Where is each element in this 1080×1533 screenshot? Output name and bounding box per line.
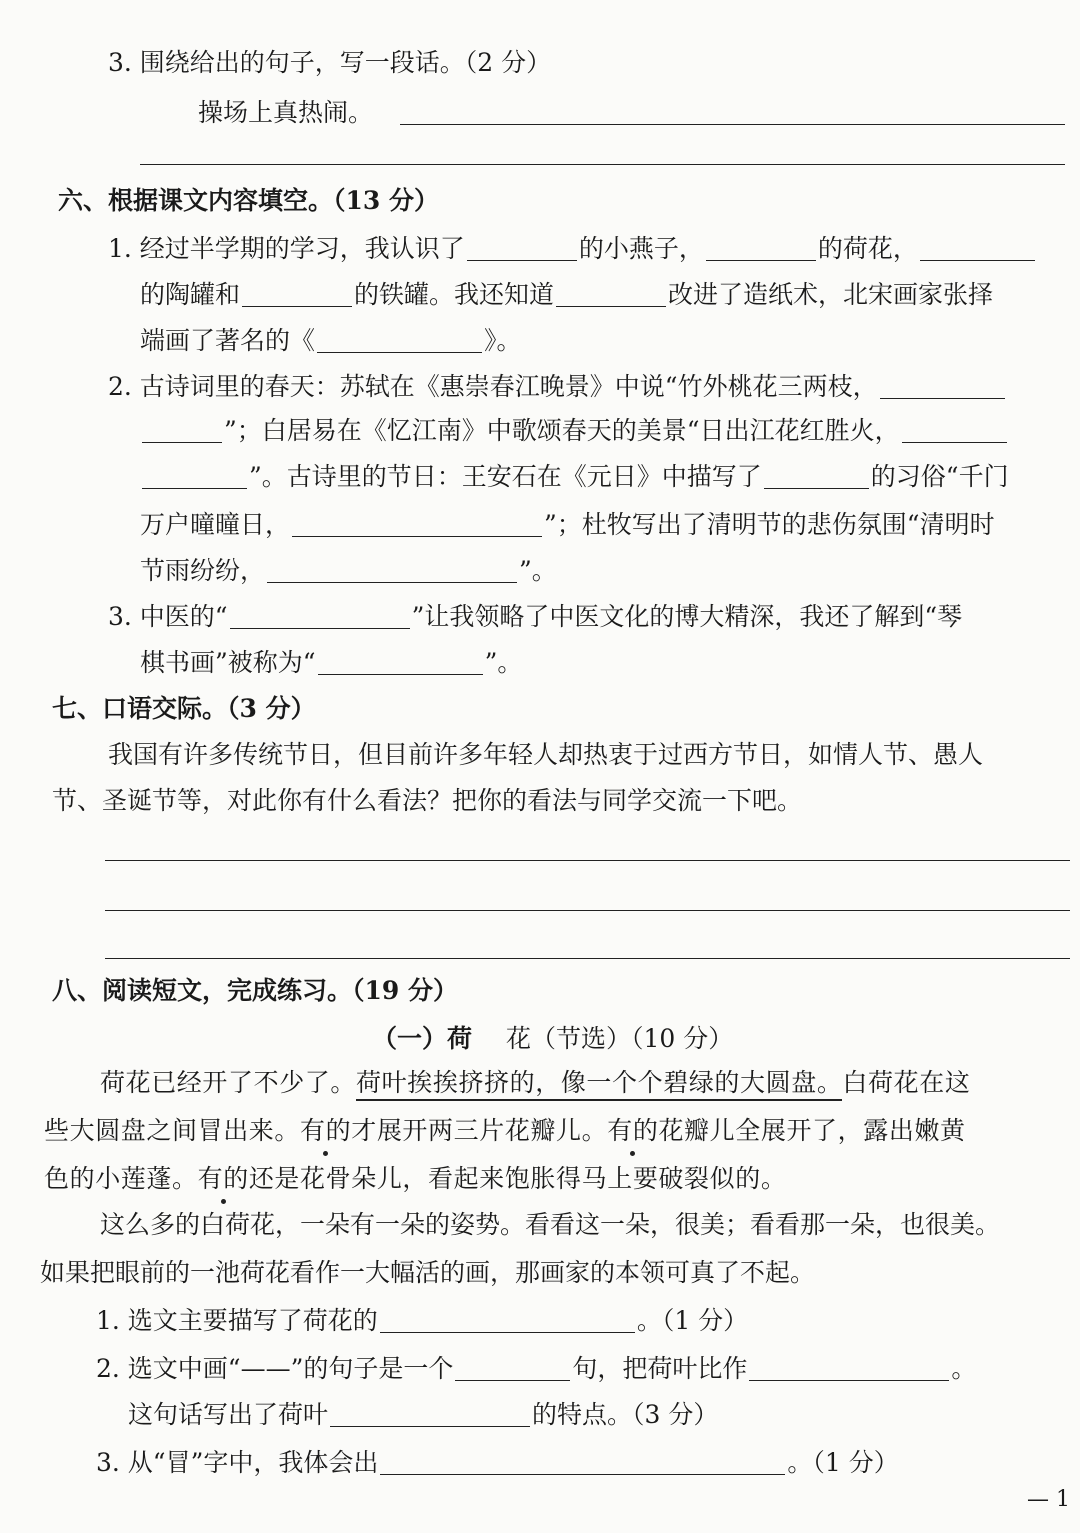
- passage-p1-line2: [44, 1114, 966, 1148]
- fill-blank[interactable]: [749, 1354, 949, 1381]
- text: 3. 中医的“: [108, 602, 228, 631]
- text: 花瓣儿全展开了，露出嫩黄: [658, 1116, 966, 1145]
- dotted-emphasis: 有的: [607, 1114, 658, 1148]
- subtitle-part-b: 花（节选）（10 分）: [506, 1024, 734, 1053]
- text: 的铁罐。我还知道: [354, 280, 555, 309]
- section-8-title: 八、阅读短文，完成练习。（19 分）: [52, 976, 458, 1005]
- s8-q3: [96, 1446, 899, 1480]
- fill-blank[interactable]: [267, 556, 517, 583]
- s6-q3-line1: [108, 600, 962, 634]
- s7-paragraph-line2: 节、圣诞节等，对此你有什么看法？把你的看法与同学交流一下吧。: [52, 786, 803, 815]
- dotted-emphasis: 有的: [198, 1162, 249, 1196]
- s8-q2-line2: [128, 1398, 718, 1432]
- text: 些大圆盘之间冒出来。: [44, 1116, 301, 1145]
- text: 2. 选文中画“——”的句子是一个: [96, 1354, 454, 1383]
- text: 的小燕子，: [578, 234, 704, 263]
- text: 1. 选文主要描写了荷花的: [96, 1306, 378, 1335]
- text: 。: [951, 1354, 977, 1383]
- fill-blank[interactable]: [920, 234, 1035, 261]
- fill-blank[interactable]: [880, 372, 1005, 399]
- text: 1. 经过半学期的学习，我认识了: [108, 234, 465, 263]
- s6-q1-line2: [140, 278, 993, 312]
- text: 句，把荷叶比作: [572, 1354, 748, 1383]
- fill-blank[interactable]: [242, 280, 352, 307]
- text: 棋书画”被称为“: [140, 648, 316, 677]
- text: ”；白居易在《忆江南》中歌颂春天的美景“日出江花红胜火，: [224, 416, 900, 445]
- s6-q2-line4: [140, 508, 995, 542]
- text: ”。: [484, 648, 523, 677]
- fill-blank[interactable]: [556, 280, 666, 307]
- passage-p2-line2: 如果把眼前的一池荷花看作一大幅活的画，那画家的本领可真了不起。: [40, 1258, 816, 1287]
- text: 才展开两三片花瓣儿。: [351, 1116, 608, 1145]
- text: ”。: [519, 556, 557, 585]
- section-7-title: 七、口语交际。（3 分）: [52, 694, 316, 723]
- answer-line[interactable]: [105, 860, 1070, 861]
- s7-paragraph-line1: 我国有许多传统节日，但目前许多年轻人却热衷于过西方节日，如情人节、愚人: [108, 740, 984, 769]
- s6-q2-line1: [108, 370, 1007, 404]
- page-number: — 1: [1027, 1487, 1070, 1512]
- subtitle-part-a: （一）荷: [372, 1024, 473, 1053]
- answer-line[interactable]: [105, 958, 1070, 959]
- passage-p2-line1: 这么多的白荷花，一朵有一朵的姿势。看看这一朵，很美；看看那一朵，也很美。: [100, 1210, 1001, 1239]
- s6-q2-line3: [140, 460, 1009, 494]
- text: 的陶罐和: [140, 280, 241, 309]
- fill-blank[interactable]: [330, 1400, 530, 1427]
- fill-blank[interactable]: [902, 416, 1007, 443]
- text: 3. 从“冒”字中，我体会出: [96, 1448, 379, 1477]
- text: 白荷花在这: [842, 1068, 971, 1097]
- text: 节雨纷纷，: [140, 556, 266, 585]
- dotted-emphasis: 有的: [300, 1114, 351, 1148]
- text: 荷花已经开了不少了。: [100, 1068, 357, 1097]
- s6-q1-line1: [108, 232, 1037, 266]
- text: ”。古诗里的节日：王安石在《元日》中描写了: [249, 462, 762, 491]
- passage-p1-line3: [44, 1162, 786, 1196]
- fill-blank[interactable]: [142, 462, 247, 489]
- text: 的习俗“千门: [870, 462, 1009, 491]
- answer-line[interactable]: [140, 164, 1065, 165]
- text: 还是花骨朵儿，看起来饱胀得马上要破裂似的。: [248, 1164, 787, 1193]
- fill-blank[interactable]: [230, 602, 410, 629]
- text: 的特点。（3 分）: [532, 1400, 719, 1429]
- s5-q3-prompt: 操场上真热闹。: [198, 98, 374, 127]
- text: 端画了著名的《: [140, 326, 316, 355]
- s5-q3-title: 3. 围绕给出的句子，写一段话。（2 分）: [108, 48, 552, 77]
- fill-blank[interactable]: [380, 1306, 635, 1333]
- fill-blank[interactable]: [467, 234, 577, 261]
- passage-subtitle: [372, 1022, 733, 1056]
- section-6-title: 六、根据课文内容填空。（13 分）: [58, 186, 439, 215]
- fill-blank[interactable]: [455, 1354, 570, 1381]
- fill-blank[interactable]: [142, 416, 222, 443]
- s6-q2-line2: [140, 414, 1009, 448]
- s8-q1: [96, 1304, 748, 1338]
- text: 。（1 分）: [636, 1306, 749, 1335]
- fill-blank[interactable]: [380, 1448, 785, 1475]
- fill-blank[interactable]: [292, 510, 542, 537]
- passage-p1-line1: [100, 1066, 970, 1100]
- text: 。（1 分）: [787, 1448, 899, 1477]
- text: 色的小莲蓬。: [44, 1164, 198, 1193]
- text: 这句话写出了荷叶: [128, 1400, 329, 1429]
- underlined-sentence: 荷叶挨挨挤挤的，像一个个碧绿的大圆盘。: [356, 1068, 842, 1101]
- s8-q2-line1: [96, 1352, 976, 1386]
- fill-blank[interactable]: [317, 326, 482, 353]
- text: 2. 古诗词里的春天：苏轼在《惠崇春江晚景》中说“竹外桃花三两枝，: [108, 372, 878, 401]
- text: ”；杜牧写出了清明节的悲伤氛围“清明时: [544, 510, 995, 539]
- fill-blank[interactable]: [764, 462, 869, 489]
- s6-q2-line5: [140, 554, 557, 588]
- text: 》。: [484, 326, 522, 355]
- fill-blank[interactable]: [318, 648, 483, 675]
- s6-q1-line3: [140, 324, 522, 358]
- text: 的荷花，: [817, 234, 918, 263]
- answer-line[interactable]: [400, 124, 1065, 125]
- fill-blank[interactable]: [706, 234, 816, 261]
- text: 万户曈曈日，: [140, 510, 291, 539]
- text: ”让我领略了中医文化的博大精深，我还了解到“琴: [411, 602, 963, 631]
- text: 改进了造纸术，北宋画家张择: [668, 280, 994, 309]
- s6-q3-line2: [140, 646, 522, 680]
- answer-line[interactable]: [105, 910, 1070, 911]
